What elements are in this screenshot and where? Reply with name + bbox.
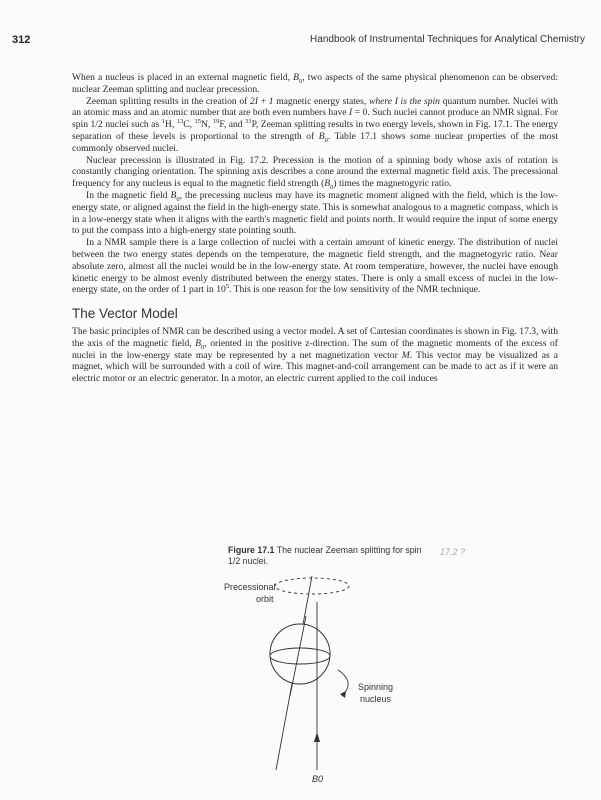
paragraph-5: In a NMR sample there is a large collection of nuclei with a certain amount of kinetic energy. The distribution of nuclei between the two energy states depends on the temperature, the magnetic field strength, and the magnetogyric ratio. Near absolute zero, almost all the nuclei would be in the low-energy state. At room temperature, however, the nuclei have enough kinetic energy to be almost evenly distributed between the energy states. There is only a small excess of nuclei in the low-energy state, on the order of 1 part in $10^5$. This is one reason for the low sensitivity of the NMR technique. xyxy=(72,237,558,296)
label-nucleus: nucleus xyxy=(360,694,392,704)
label-precessional: Precessional xyxy=(224,582,276,592)
figure-caption xyxy=(228,545,428,567)
handwritten-margin-note: 17.2 ? xyxy=(440,547,466,557)
paragraph-3: Nuclear precession is illustrated in Fig. 17.2. Precession is the motion of a spinning body whose axis of rotation is constantly changing orientation. The spinning axis describes a cone around the external magnetic field axis. The precessional frequency for any nucleus is equal to the magnetic field strength $(B_0)$ times the magnetogyric ratio. xyxy=(72,154,558,192)
paragraph-4: In the magnetic field $B_0$, the precessing nucleus may have its magnetic moment aligned with the field, which is the low-energy state, or aligned against the field in the high-energy state. This is somewhat analogous to a magnetic compass, which is in a low-energy state when it aligns with the earth's magnetic field and points north. It would require the input of some energy to put the compass into a high-energy state pointing south. xyxy=(72,189,558,237)
figure-label: Figure 17.1 xyxy=(228,545,275,555)
label-spinning: Spinning xyxy=(358,682,394,692)
page-number: 312 xyxy=(12,34,31,46)
page-header xyxy=(0,34,601,50)
nucleus-sphere xyxy=(270,624,330,684)
paragraph-1: When a nucleus is placed in an external magnetic field, $B_0$, two aspects of the same physical phenomenon can be observed: nuclear Zeeman splitting and nuclear precession. xyxy=(72,72,558,95)
label-b0: B0 xyxy=(312,774,324,782)
figure-caption-text: The nuclear Zeeman splitting for spin 1/2 nuclei. xyxy=(228,545,422,566)
running-title: Handbook of Instrumental Techniques for Analytical Chemistry xyxy=(310,34,585,45)
label-orbit: orbit xyxy=(256,594,274,604)
b0-arrowhead xyxy=(314,732,320,742)
paragraph-2: Zeeman splitting results in the creation of 2I + 1 magnetic energy states, where I is the spin quantum number. Nuclei with an atomic mass and an atomic number that are both even numbers have I = 0. Such nuclei cannot produce an NMR signal. For spin 1/2 nuclei such as $^1$H, $^{13}$C, $^{15}$N, $^{19}$F, and $^{31}$P, Zeeman splitting results in two energy levels, shown in Fig. 17.1. The energy separation of these levels is proportional to the strength of $B_0$. Table 17.1 shows some nuclear properties of the most commonly observed nuclei. xyxy=(72,95,559,154)
precessional-orbit-ellipse xyxy=(275,578,349,594)
section-paragraph-1: The basic principles of NMR can be described using a vector model. A set of Cartesian coordinates is shown in Fig. 17.3, with the axis of the magnetic field, $B_0$, oriented in the positive z-direction. The sum of the magnetic moments of the excess of nuclei in the low-energy state may be represented by a net magnetization vector M. This vector may be visualized as a magnet, which will be surrounded with a coil of wire. This magnet-and-coil arrangement can be made to act as if it were an electric motor or an electric generator. In a motor, an electric current applied to the coil induces xyxy=(72,325,558,385)
spinning-arrow-curve xyxy=(338,670,348,696)
spinning-arrowhead xyxy=(340,691,346,698)
precession-figure xyxy=(220,572,440,782)
section-heading: The Vector Model xyxy=(72,306,178,322)
body-text xyxy=(72,72,558,385)
